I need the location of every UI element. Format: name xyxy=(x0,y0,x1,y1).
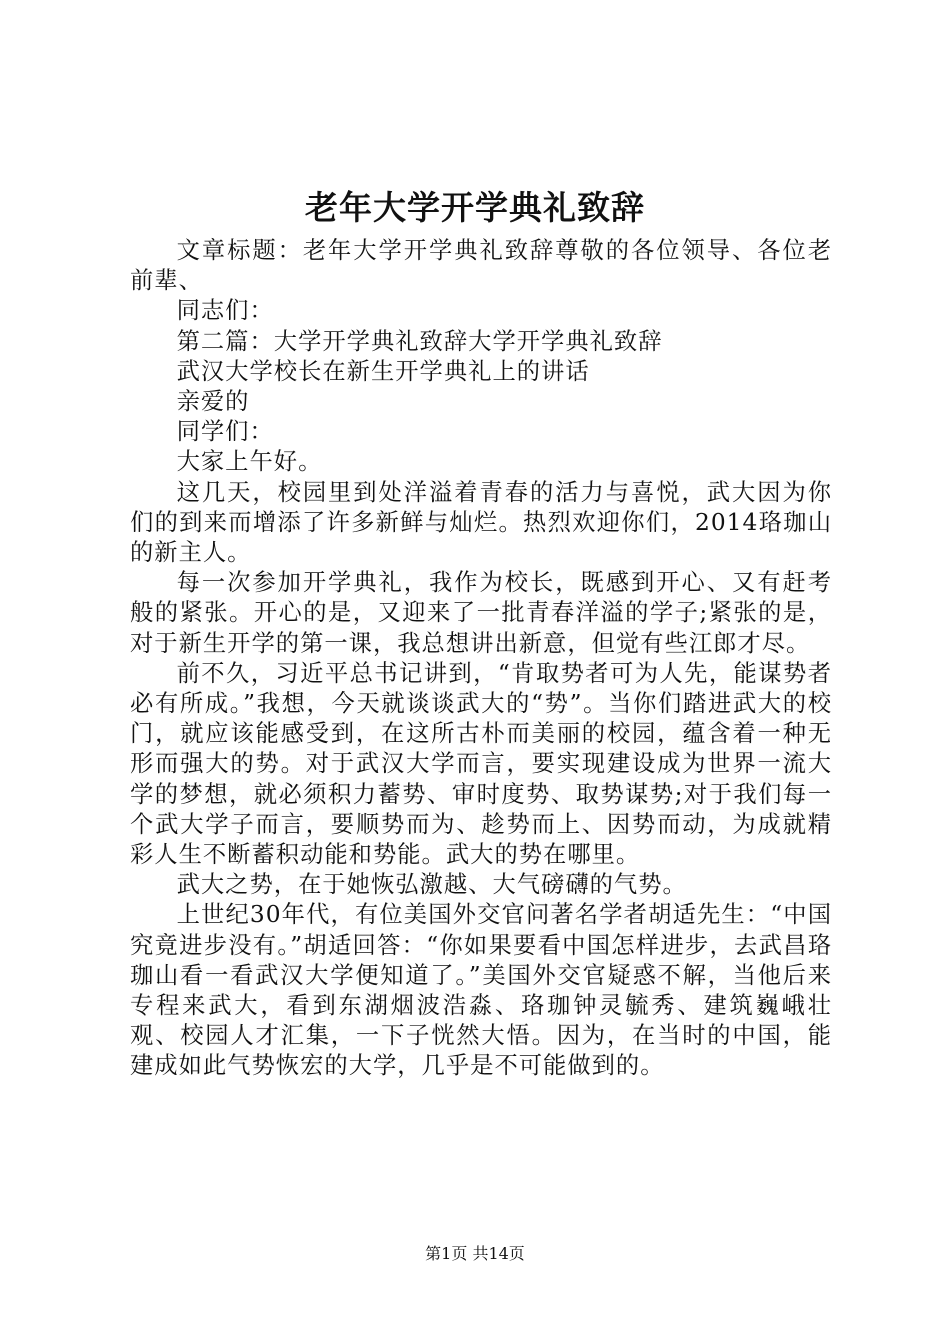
paragraph: 上世纪30年代，有位美国外交官问著名学者胡适先生：“中国究竟进步没有。”胡适回答：“你如果要看中国怎样进步，去武昌珞珈山看一看武汉大学便知道了。”美国外交官疑惑不解，当他后来专程来武大，看到东湖烟波浩淼、珞珈钟灵毓秀、建筑巍峨壮观、校园人才汇集，一下子恍然大悟。因为，在当时的中国，能建成如此气势恢宏的大学，几乎是不可能做到的。 xyxy=(130,901,832,1080)
paragraph: 武大之势，在于她恢弘激越、大气磅礴的气势。 xyxy=(176,871,687,899)
document-body xyxy=(130,236,832,1082)
document-title: 老年大学开学典礼致辞 xyxy=(305,188,645,227)
paragraph: 第二篇：大学开学典礼致辞大学开学典礼致辞 xyxy=(176,327,663,355)
paragraph: 前不久，习近平总书记讲到，“肯取势者可为人先，能谋势者必有所成。”我想，今天就谈谈武大的“势”。当你们踏进武大的校门，就应该能感受到，在这所古朴而美丽的校园，蕴含着一种无形而强大的势。对于武汉大学而言，要实现建设成为世界一流大学的梦想，就必须积力蓄势、审时度势、取势谋势;对于我们每一个武大学子而言，要顺势而为、趁势而上、因势而动，为成就精彩人生不断蓄积动能和势能。武大的势在哪里。 xyxy=(130,659,832,869)
paragraph: 这几天，校园里到处洋溢着青春的活力与喜悦，武大因为你们的到来而增添了许多新鲜与灿烂。热烈欢迎你们，2014珞珈山的新主人。 xyxy=(130,478,832,567)
paragraph: 同志们： xyxy=(176,297,274,325)
paragraph: 每一次参加开学典礼，我作为校长，既感到开心、又有赶考般的紧张。开心的是，又迎来了一批青春洋溢的学子;紧张的是，对于新生开学的第一课，我总想讲出新意，但觉有些江郎才尽。 xyxy=(130,569,832,657)
paragraph: 亲爱的 xyxy=(176,388,250,416)
page-number-footer: 第1页 共14页 xyxy=(425,1244,525,1263)
paragraph: 同学们： xyxy=(176,418,274,446)
paragraph: 大家上午好。 xyxy=(176,448,323,476)
paragraph: 文章标题：老年大学开学典礼致辞尊敬的各位领导、各位老前辈、 xyxy=(130,237,832,295)
paragraph: 武汉大学校长在新生开学典礼上的讲话 xyxy=(176,357,590,385)
